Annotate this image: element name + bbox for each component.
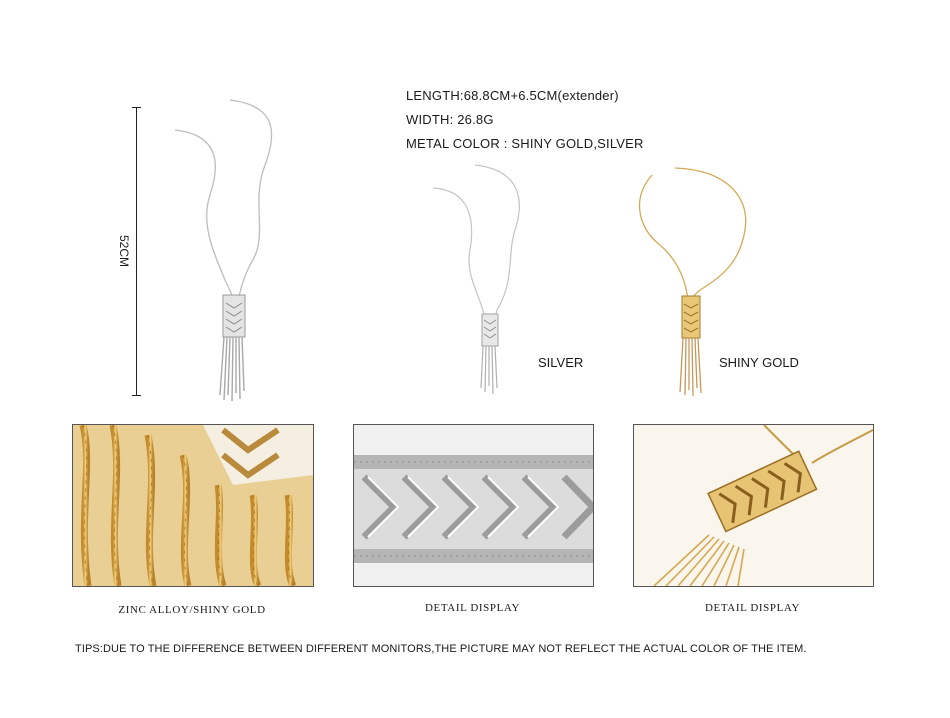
variant-silver-label: SILVER — [538, 355, 584, 370]
ruler-bottom-cap — [132, 395, 141, 396]
color-disclaimer-tips: TIPS:DUE TO THE DIFFERENCE BETWEEN DIFFERENT MONITORS,THE PICTURE MAY NOT REFLECT THE ACTUAL COLOR OF THE ITEM. — [75, 643, 807, 655]
spec-metal-color: METAL COLOR : SHINY GOLD,SILVER — [406, 136, 644, 151]
necklace-silver-image — [425, 160, 535, 400]
spec-length: LENGTH:68.8CM+6.5CM(extender) — [406, 88, 619, 103]
detail-photo-gold-pendant — [633, 424, 874, 587]
detail-caption-1: ZINC ALLOY/SHINY GOLD — [118, 604, 266, 616]
ruler-line — [136, 107, 137, 395]
ruler-label: 52CM — [117, 234, 132, 268]
detail-photo-chains — [72, 424, 314, 587]
spec-width: WIDTH: 26.8G — [406, 112, 494, 127]
necklace-large-image — [160, 95, 300, 405]
detail-photo-silver-chevron — [353, 424, 594, 587]
variant-gold-label: SHINY GOLD — [719, 355, 799, 370]
detail-caption-3: DETAIL DISPLAY — [704, 602, 800, 614]
detail-caption-2: DETAIL DISPLAY — [424, 602, 520, 614]
